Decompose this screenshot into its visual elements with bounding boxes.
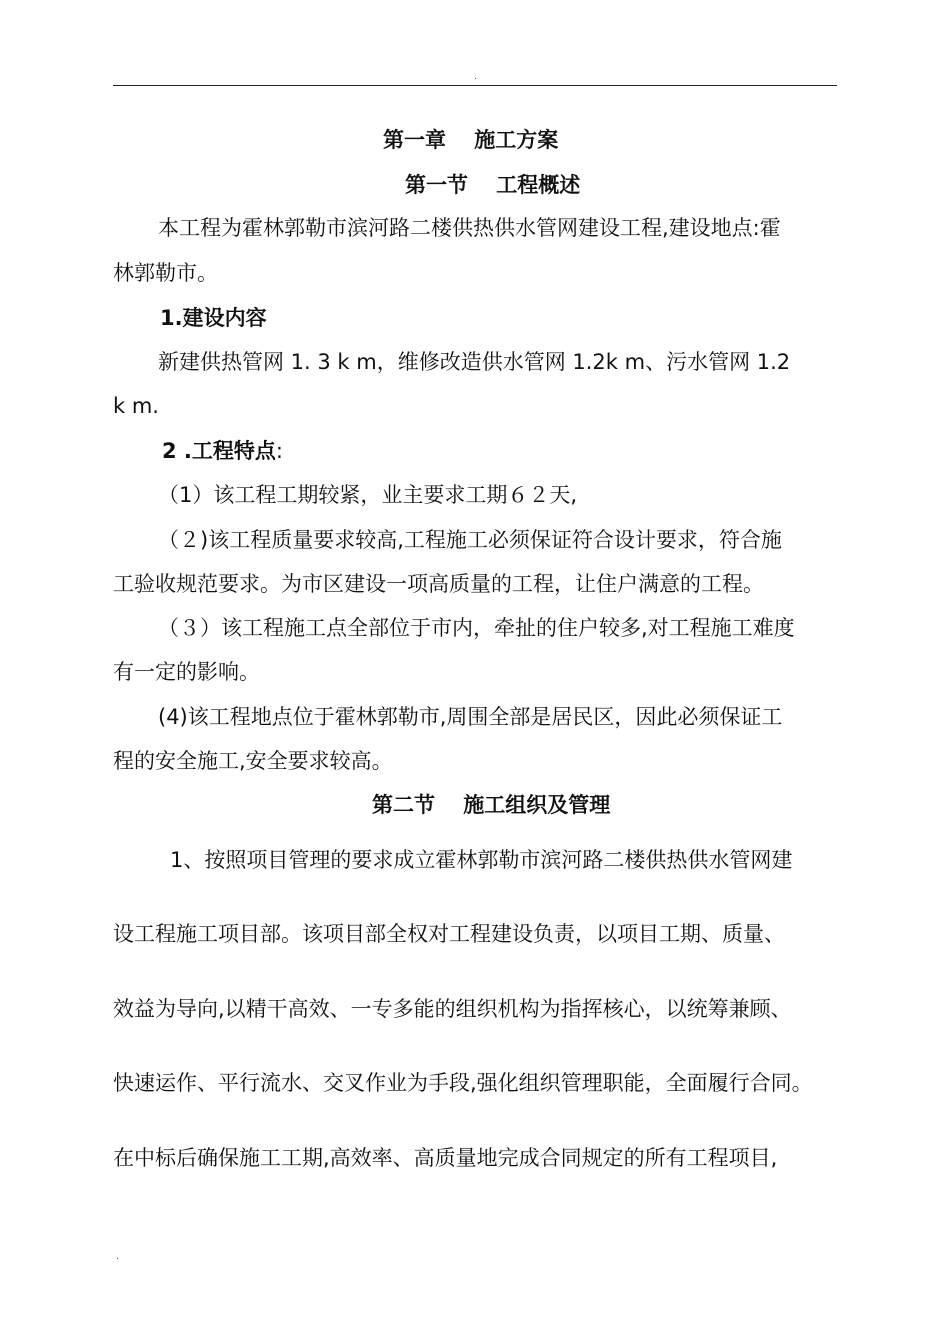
header-rule — [113, 85, 837, 86]
feature-1: （1）该工程工期较紧，业主要求工期６２天, — [158, 483, 578, 507]
footer-mark: . — [116, 1251, 120, 1262]
heading-project-features — [162, 436, 283, 466]
management-line-3: 效益为导向,以精干高效、一专多能的组织机构为指挥核心，以统筹兼顾、 — [113, 997, 792, 1021]
header-mark: . — [474, 71, 478, 82]
heading-colon: : — [275, 439, 283, 463]
management-line-2: 设工程施工项目部。该项目部全权对工程建设负责，以项目工期、质量、 — [113, 922, 785, 946]
content-line-2: k m. — [113, 394, 159, 418]
feature-3-line-2: 有一定的影响。 — [113, 660, 260, 684]
heading-project-features-label: 2 .工程特点 — [162, 439, 276, 463]
intro-line-2: 林郭勒市。 — [113, 261, 218, 285]
heading-construction-content: 1.建设内容 — [160, 306, 267, 330]
management-line-4: 快速运作、平行流水、交叉作业为手段,强化组织管理职能，全面履行合同。 — [113, 1071, 813, 1095]
management-line-5: 在中标后确保施工工期,高效率、高质量地完成合同规定的所有工程项目, — [113, 1146, 778, 1170]
feature-4-line-1: (4)该工程地点位于霍林郭勒市,周围全部是居民区，因此必须保证工 — [158, 705, 783, 729]
intro-line-1: 本工程为霍林郭勒市滨河路二楼供热供水管网建设工程,建设地点:霍 — [158, 216, 781, 240]
section1-title: 第一节 工程概述 — [405, 173, 581, 197]
management-line-1: 1、按照项目管理的要求成立霍林郭勒市滨河路二楼供热供水管网建 — [170, 848, 793, 872]
feature-2-line-1: （２)该工程质量要求较高,工程施工必须保证符合设计要求，符合施 — [158, 528, 782, 552]
feature-2-line-2: 工验收规范要求。为市区建设一项高质量的工程，让住户满意的工程。 — [113, 572, 764, 596]
content-line-1: 新建供热管网 1. 3 k m，维修改造供水管网 1.2k m、污水管网 1.2 — [158, 350, 791, 374]
section2-title: 第二节 施工组织及管理 — [372, 793, 611, 817]
feature-3-line-1: （３）该工程施工点全部位于市内，牵扯的住户较多,对工程施工难度 — [158, 616, 795, 640]
feature-4-line-2: 程的安全施工,安全要求较高。 — [113, 749, 393, 773]
chapter-title: 第一章 施工方案 — [383, 128, 559, 152]
